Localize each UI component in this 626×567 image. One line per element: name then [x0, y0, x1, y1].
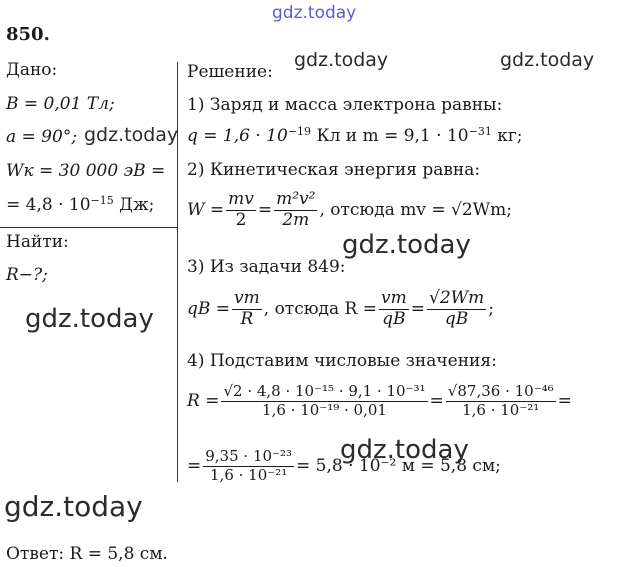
step3-mid: , отсюда R =	[263, 299, 377, 320]
watermark-top: gdz.today	[272, 3, 357, 23]
step4-num2: √87,36 · 10⁻⁴⁶	[447, 382, 554, 400]
step4-frac1	[221, 384, 427, 419]
watermark-1: gdz.today	[294, 49, 389, 71]
step2-w: W =	[187, 200, 225, 221]
given-divider	[0, 227, 178, 228]
given-wk: Wк = 30 000 эВ =	[6, 161, 166, 181]
watermark-2: gdz.today	[500, 49, 595, 71]
solution-heading: Решение:	[187, 62, 273, 82]
step4-r: R =	[187, 391, 220, 412]
find-r: R−?;	[6, 265, 48, 285]
problem-number: 850.	[6, 24, 50, 45]
given-wk-value: = 4,8 · 10	[6, 195, 91, 215]
given-b: B = 0,01 Тл;	[6, 94, 115, 114]
step2-frac2	[274, 191, 317, 230]
step4-frac2	[446, 384, 556, 419]
step3-frac2	[379, 290, 409, 329]
step4-den2: 1,6 · 10⁻²¹	[462, 400, 540, 419]
step4-eq: =	[429, 391, 444, 412]
step1-unit: кг;	[491, 126, 523, 146]
step3-text: 3) Из задачи 849:	[187, 257, 346, 277]
step3-lhs: qB =	[187, 299, 231, 320]
given-wk-cont	[6, 195, 154, 215]
step3-num1: vm	[234, 288, 260, 308]
given-a: a = 90°;	[6, 127, 78, 147]
step2-frac1	[226, 191, 256, 230]
step1-formula	[187, 126, 523, 146]
step2-text: 2) Кинетическая энергия равна:	[187, 160, 481, 180]
given-wk-unit: Дж;	[113, 195, 155, 215]
step4b-den: 1,6 · 10⁻²¹	[210, 465, 288, 484]
step3-frac1	[232, 290, 262, 329]
step4b-eq: =	[187, 456, 202, 477]
step4b-frac	[203, 449, 294, 484]
step1-mid: Кл и m = 9,1 · 10	[311, 126, 469, 146]
step4-den1: 1,6 · 10⁻¹⁹ · 0,01	[262, 400, 387, 419]
step2-den2: 2m	[282, 209, 310, 230]
step3-frac3	[427, 290, 486, 329]
step3-eq: =	[410, 299, 425, 320]
step1-q: q = 1,6 · 10	[187, 126, 288, 146]
watermark-6: gdz.today	[340, 435, 469, 465]
step4-formula	[187, 384, 572, 419]
step2-den1: 2	[235, 209, 247, 230]
step2-num2: m²v²	[276, 189, 316, 209]
step4-num1: √2 · 4,8 · 10⁻¹⁵ · 9,1 · 10⁻³¹	[223, 382, 426, 400]
given-wk-exp: −15	[90, 194, 114, 207]
watermark-3: gdz.today	[84, 124, 179, 146]
step4-eq2: =	[557, 391, 572, 412]
step4b-num: 9,35 · 10⁻²³	[205, 447, 292, 465]
watermark-7: gdz.today	[4, 490, 143, 523]
given-heading: Дано:	[6, 60, 58, 80]
step3-num3: √2Wm	[428, 288, 485, 308]
step3-formula	[187, 290, 494, 329]
step3-end: ;	[488, 299, 494, 320]
step4b-tail: = 5,8 · 10⁻² м = 5,8 см;	[295, 456, 501, 477]
watermark-4: gdz.today	[342, 230, 471, 260]
step2-num1: mv	[228, 189, 254, 209]
step1-exp1: −19	[287, 125, 312, 138]
step1-text: 1) Заряд и масса электрона равны:	[187, 95, 503, 115]
answer: Ответ: R = 5,8 см.	[6, 544, 168, 564]
step3-num2: vm	[381, 288, 407, 308]
step3-den3: qB	[444, 308, 469, 329]
step2-formula	[187, 191, 512, 230]
step3-den1: R	[240, 308, 254, 329]
step2-eq: =	[257, 200, 273, 221]
step1-exp2: −31	[468, 125, 492, 138]
watermark-5: gdz.today	[25, 304, 154, 334]
step4-text: 4) Подставим числовые значения:	[187, 351, 497, 371]
step2-tail: , отсюда mv = √2Wm;	[319, 200, 512, 221]
step3-den2: qB	[382, 308, 406, 329]
find-heading: Найти:	[6, 232, 69, 252]
